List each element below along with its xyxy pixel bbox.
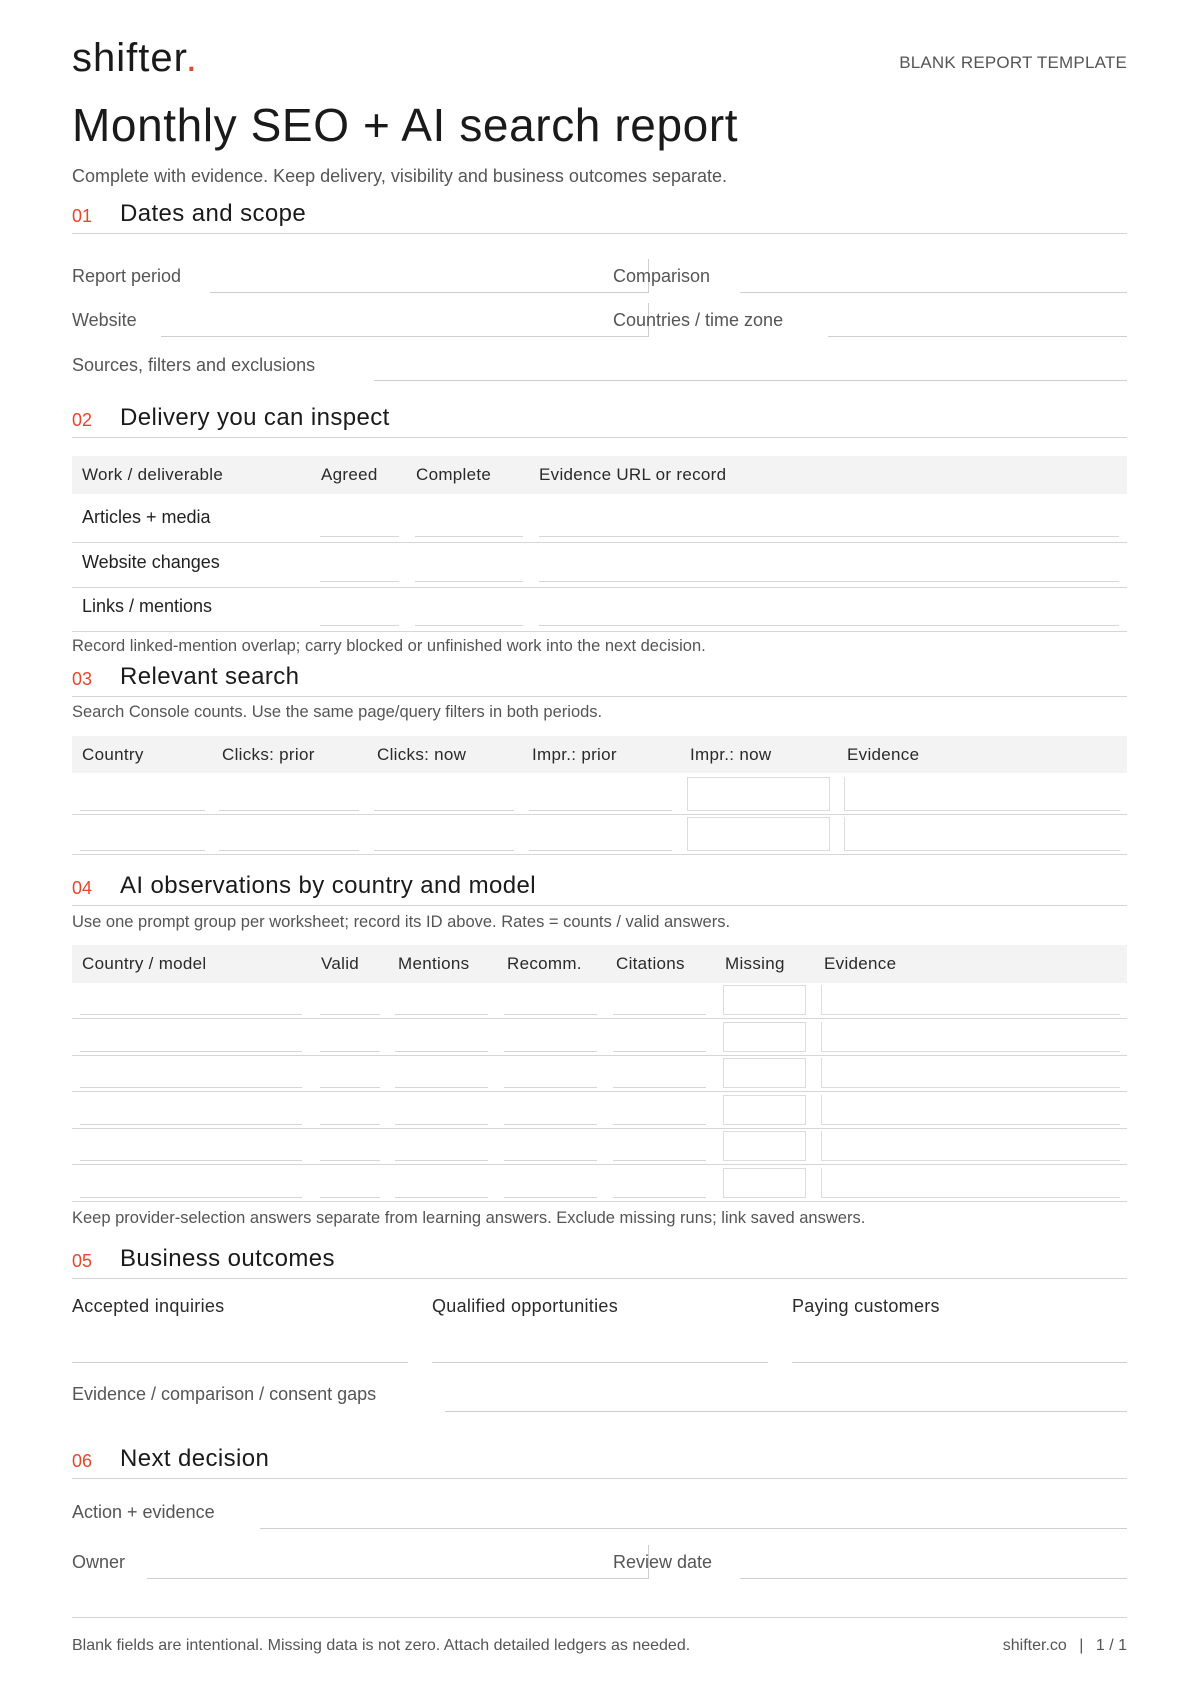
column-header: Recomm. (507, 954, 582, 973)
country-model-field[interactable] (80, 1051, 302, 1052)
comparison-label: Comparison (613, 266, 711, 286)
citations-field[interactable] (613, 1160, 706, 1161)
recomm-field[interactable] (504, 1051, 597, 1052)
logo-dot: . (185, 36, 198, 80)
country-model-field[interactable] (80, 1014, 302, 1015)
complete-field[interactable] (415, 536, 523, 537)
footer-separator: | (1079, 1637, 1084, 1654)
missing-field[interactable] (723, 1131, 806, 1161)
country-field[interactable] (80, 850, 205, 851)
column-header: Evidence (824, 954, 897, 973)
column-header: Evidence URL or record (539, 465, 727, 484)
website-field[interactable] (161, 336, 648, 337)
column-header: Valid (321, 954, 360, 973)
section-title: AI observations by country and model (120, 872, 536, 899)
missing-field[interactable] (723, 1168, 806, 1198)
table-row-label: Website changes (82, 552, 220, 572)
paying-customers-label: Paying customers (792, 1296, 940, 1316)
recomm-field[interactable] (504, 1014, 597, 1015)
valid-field[interactable] (320, 1051, 380, 1052)
website-label: Website (72, 310, 137, 330)
comparison-field[interactable] (740, 292, 1127, 293)
evidence-gaps-label: Evidence / comparison / consent gaps (72, 1384, 377, 1404)
review-date-label: Review date (613, 1552, 713, 1572)
evidence-field[interactable] (821, 1022, 1120, 1052)
valid-field[interactable] (320, 1160, 380, 1161)
section-01-header (72, 198, 1127, 234)
report-period-field[interactable] (210, 292, 648, 293)
row-divider (72, 854, 1127, 855)
accepted-inquiries-label: Accepted inquiries (72, 1296, 225, 1316)
page-title: Monthly SEO + AI search report (72, 99, 739, 151)
section-number: 05 (72, 1251, 93, 1271)
citations-field[interactable] (613, 1124, 706, 1125)
impr-prior-field[interactable] (529, 850, 672, 851)
column-header: Clicks: now (377, 745, 467, 764)
row-divider (72, 587, 1127, 588)
clicks-now-field[interactable] (374, 850, 514, 851)
page-subtitle: Complete with evidence. Keep delivery, visibility and business outcomes separate. (72, 166, 728, 186)
ai-note: Keep provider-selection answers separate from learning answers. Exclude missing runs; link saved answers. (72, 1209, 866, 1227)
row-divider (72, 542, 1127, 543)
missing-field[interactable] (723, 1095, 806, 1125)
column-header: Clicks: prior (222, 745, 315, 764)
section-05-header (72, 1243, 1127, 1279)
evidence-field[interactable] (539, 625, 1119, 626)
column-header: Agreed (321, 465, 378, 484)
section-title: Dates and scope (120, 200, 307, 227)
citations-field[interactable] (613, 1197, 706, 1198)
evidence-field[interactable] (539, 581, 1119, 582)
complete-field[interactable] (415, 581, 523, 582)
sources-field[interactable] (374, 380, 1127, 381)
mentions-field[interactable] (395, 1197, 488, 1198)
section-number: 02 (72, 410, 93, 430)
owner-label: Owner (72, 1552, 126, 1572)
search-intro: Search Console counts. Use the same page/query filters in both periods. (72, 703, 603, 721)
country-model-field[interactable] (80, 1087, 302, 1088)
evidence-field[interactable] (539, 536, 1119, 537)
evidence-field[interactable] (821, 1131, 1120, 1161)
footer-rule (72, 1617, 1127, 1618)
table-row-label: Articles + media (82, 507, 211, 527)
sources-label: Sources, filters and exclusions (72, 355, 316, 375)
column-header: Mentions (398, 954, 470, 973)
recomm-field[interactable] (504, 1124, 597, 1125)
missing-field[interactable] (723, 1058, 806, 1088)
missing-field[interactable] (723, 1022, 806, 1052)
section-06-header (72, 1443, 1127, 1479)
row-divider (72, 1201, 1127, 1202)
section-title: Next decision (120, 1445, 270, 1472)
agreed-field[interactable] (320, 536, 399, 537)
action-field[interactable] (260, 1528, 1127, 1529)
citations-field[interactable] (613, 1014, 706, 1015)
clicks-prior-field[interactable] (219, 850, 359, 851)
valid-field[interactable] (320, 1124, 380, 1125)
agreed-field[interactable] (320, 625, 399, 626)
recomm-field[interactable] (504, 1197, 597, 1198)
country-model-field[interactable] (80, 1197, 302, 1198)
page-number: 1 / 1 (1095, 1637, 1127, 1654)
review-date-field[interactable] (740, 1578, 1127, 1579)
delivery-note: Record linked-mention overlap; carry blocked or unfinished work into the next decision. (72, 637, 706, 655)
agreed-field[interactable] (320, 581, 399, 582)
shifter-logo (72, 36, 198, 81)
recomm-field[interactable] (504, 1160, 597, 1161)
column-header: Country / model (82, 954, 207, 973)
footer-note: Blank fields are intentional. Missing data is not zero. Attach detailed ledgers as needed. (72, 1637, 691, 1654)
row-divider (72, 814, 1127, 815)
clicks-prior-field[interactable] (219, 810, 359, 811)
column-header: Work / deliverable (82, 465, 224, 484)
column-header: Country (82, 745, 144, 764)
table-row-label: Links / mentions (82, 596, 213, 616)
row-divider (72, 1055, 1127, 1056)
section-number: 06 (72, 1451, 93, 1471)
evidence-field[interactable] (821, 985, 1120, 1015)
ai-intro: Use one prompt group per worksheet; record its ID above. Rates = counts / valid answers. (72, 913, 731, 931)
accepted-inquiries-field[interactable] (72, 1362, 408, 1363)
footer-meta (1003, 1637, 1127, 1655)
search-table-header (72, 736, 1127, 773)
row-divider (72, 1091, 1127, 1092)
impr-now-field[interactable] (687, 817, 830, 851)
column-header: Citations (616, 954, 685, 973)
evidence-field[interactable] (844, 777, 1120, 811)
section-04-header (72, 870, 1127, 906)
report-page (72, 0, 1127, 1685)
section-03-header (72, 661, 1127, 697)
evidence-field[interactable] (821, 1168, 1120, 1198)
delivery-table-header (72, 456, 1127, 494)
row-divider (72, 1018, 1127, 1019)
impr-now-field[interactable] (687, 777, 830, 811)
section-title: Delivery you can inspect (120, 404, 390, 431)
impr-prior-field[interactable] (529, 810, 672, 811)
countries-label: Countries / time zone (613, 310, 784, 330)
mentions-field[interactable] (395, 1160, 488, 1161)
section-02-header (72, 402, 1127, 438)
column-header: Evidence (847, 745, 920, 764)
citations-field[interactable] (613, 1087, 706, 1088)
mentions-field[interactable] (395, 1014, 488, 1015)
section-title: Business outcomes (120, 1245, 335, 1272)
country-model-field[interactable] (80, 1160, 302, 1161)
column-header: Impr.: now (690, 745, 772, 764)
country-field[interactable] (80, 810, 205, 811)
mentions-field[interactable] (395, 1087, 488, 1088)
template-label: BLANK REPORT TEMPLATE (899, 53, 1127, 72)
report-period-label: Report period (72, 266, 182, 286)
complete-field[interactable] (415, 625, 523, 626)
column-header: Complete (416, 465, 492, 484)
owner-field[interactable] (147, 1578, 648, 1579)
valid-field[interactable] (320, 1087, 380, 1088)
footer-site: shifter.co (1002, 1637, 1067, 1654)
evidence-gaps-field[interactable] (445, 1411, 1127, 1412)
section-number: 01 (72, 206, 93, 226)
evidence-field[interactable] (821, 1095, 1120, 1125)
logo-text: shifter (72, 36, 186, 80)
qualified-opportunities-field[interactable] (432, 1362, 768, 1363)
evidence-field[interactable] (844, 817, 1120, 851)
paying-customers-field[interactable] (792, 1362, 1127, 1363)
evidence-field[interactable] (821, 1058, 1120, 1088)
mentions-field[interactable] (395, 1051, 488, 1052)
column-header: Missing (725, 954, 785, 973)
section-number: 04 (72, 878, 93, 898)
row-divider (72, 1164, 1127, 1165)
country-model-field[interactable] (80, 1124, 302, 1125)
qualified-opportunities-label: Qualified opportunities (432, 1296, 619, 1316)
countries-field[interactable] (828, 336, 1127, 337)
valid-field[interactable] (320, 1014, 380, 1015)
mentions-field[interactable] (395, 1124, 488, 1125)
row-divider (72, 1128, 1127, 1129)
clicks-now-field[interactable] (374, 810, 514, 811)
section-number: 03 (72, 669, 93, 689)
action-label: Action + evidence (72, 1502, 215, 1522)
ai-table-header (72, 945, 1127, 983)
section-title: Relevant search (120, 663, 300, 690)
recomm-field[interactable] (504, 1087, 597, 1088)
row-divider (72, 631, 1127, 632)
column-header: Impr.: prior (532, 745, 617, 764)
valid-field[interactable] (320, 1197, 380, 1198)
citations-field[interactable] (613, 1051, 706, 1052)
missing-field[interactable] (723, 985, 806, 1015)
